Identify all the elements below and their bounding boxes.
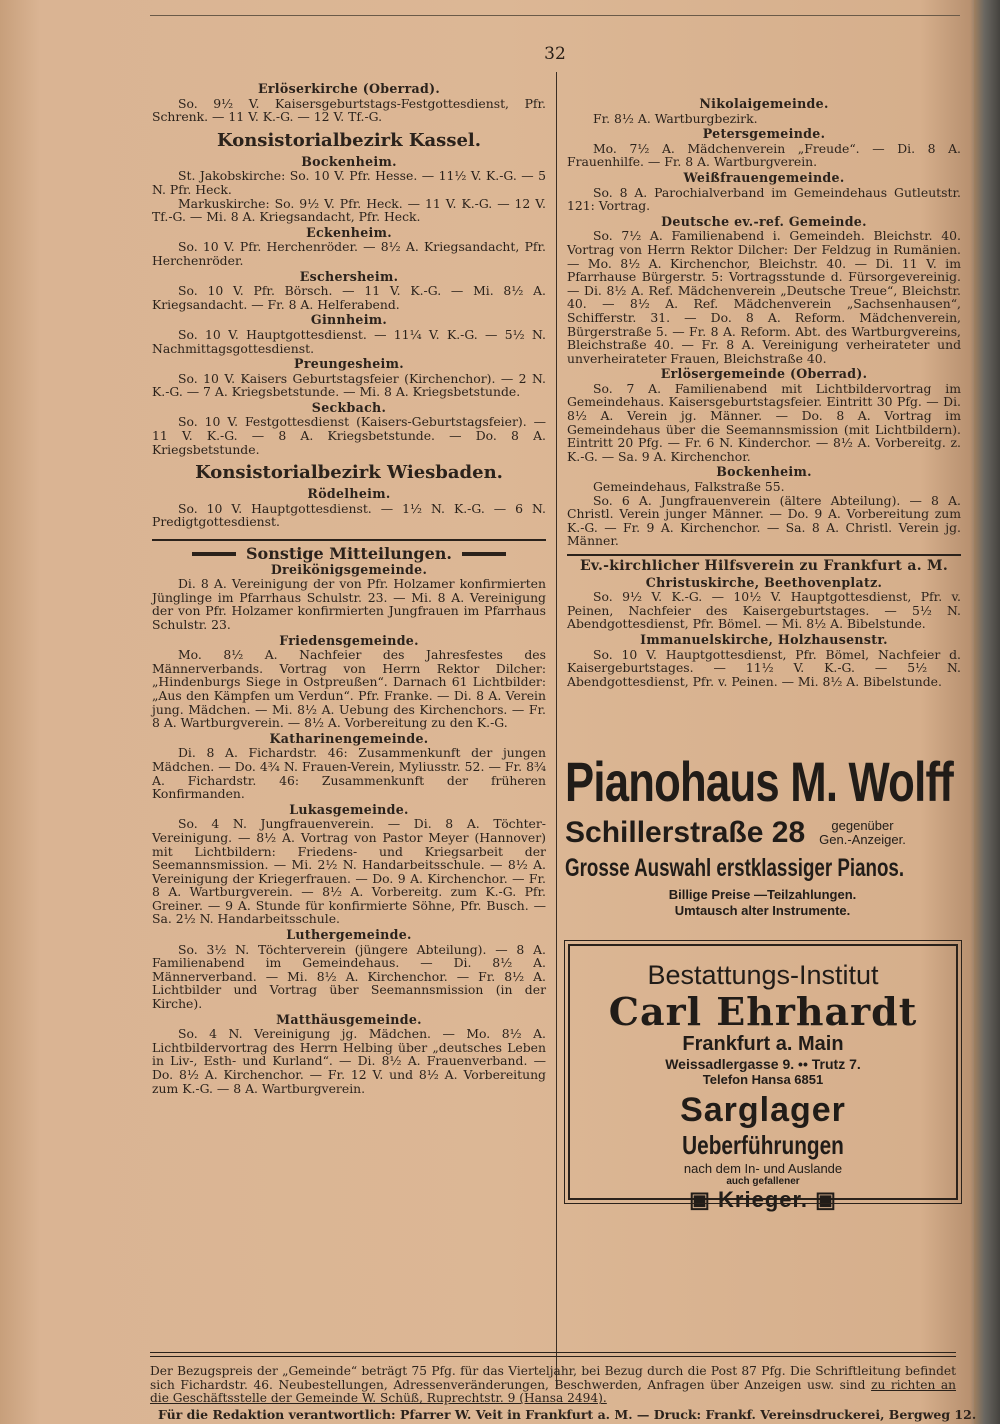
footer-text-2: zu richten an die Geschäftsstelle der Gemeinde W. Schüß, Ruprechtstr. 9 (Hansa 2494). (150, 1377, 957, 1406)
section-heading: Christuskirche, Beethovenplatz. (645, 574, 883, 590)
ad-wolff-opposite-1: gegenüber (831, 818, 894, 833)
district-heading: Konsistorialbezirk Wiesbaden. (195, 462, 503, 484)
ad-wolff-name: Pianohaus M. Wolff (565, 750, 953, 813)
section-heading: Bockenheim. (716, 464, 812, 480)
section-heading: Seckbach. (311, 399, 387, 415)
ad-ehrhardt-auch: auch gefallener (726, 1176, 800, 1187)
paragraph: Mo. 7½ A. Mädchenverein „Freude“. — Di. 8 A. Frauenhilfe. — Fr. 8 A. Wartburgverein. (567, 140, 961, 170)
ad-pianohaus-wolff (565, 752, 960, 919)
section-heading: Matthäusgemeinde. (276, 1011, 422, 1027)
paragraph: Mo. 8½ A. Nachfeier des Jahresfestes des Männerverbands. Vortrag von Herrn Rektor Dilcher: „Hindenburgs Siege in Ostpreußen“. Darnach 61 Lichtbilder: „Aus den Kämpfen um Verdun“. Pfr. Franke. — Di. 8 A. Verein jung. Mädchen. — Mi. 8½ A. Uebung des Kirchenchors. — Fr. 8 A. Wartburgverein. — 8½ A. Vorbereitung zu den K.-G. (152, 647, 546, 731)
section-heading: Lukasgemeinde. (289, 801, 409, 817)
section-heading: Eschersheim. (299, 268, 399, 284)
imprint: Für die Redaktion verantwortlich: Pfarrer W. Veit in Frankfurt a. M. — Druck: Frankf. Vereinsdruckerei, Bergweg 12. (158, 1407, 977, 1422)
paragraph: So. 4 N. Jungfrauenverein. — Di. 8 A. Töchter-Vereinigung. — 8½ A. Vortrag von Pastor Meyer (Hannover) mit Lichtbildern: Friedens- und Kriegsarbeit der Seemannsmission. — Mi. 2½ N. Handarbeitsschule. — 8½ A. Vereinigung der Kriegerfrauen. — Do. 9 A. Kirchenchor. — Fr. 8 A. Wartburgverein. — 8½ A. Vorbereitg. zum K.-G. Pfr. Greiner. — 9 A. Stunde für konfirmierte Söhne, Pfr. Busch. — Sa. 2½ N. Handarbeitsschule. (152, 816, 546, 927)
paragraph: Fr. 8½ A. Wartburgbezirk. (593, 110, 758, 126)
decor-bar-right (462, 552, 506, 556)
paragraph: Di. 8 A. Fichardstr. 46: Zusammenkunft der jungen Mädchen. — Do. 4¾ N. Frauen-Verein, Myliusstr. 52. — Fr. 8¾ A. Fichardstr. 46: Zusammenkunft der früheren Konfirmanden. (152, 745, 546, 802)
section-heading: Bockenheim. (301, 153, 397, 169)
ad-carl-ehrhardt (568, 944, 958, 1212)
section-header-sonstige (152, 539, 546, 564)
section-heading: Nikolaigemeinde. (699, 96, 829, 111)
left-column (152, 80, 546, 1095)
ad-wolff-opposite-2: Gen.-Anzeiger. (819, 832, 906, 847)
ad-wolff-address (565, 816, 960, 850)
footer-notice (150, 1356, 956, 1406)
ad-ehrhardt-city: Frankfurt a. Main (682, 1033, 844, 1055)
paragraph: So. 10 V. Festgottesdienst (Kaisers-Geburtstagsfeier). — 11 V. K.-G. — 8 A. Kriegsbetstunde. — Do. 8 A. Kriegsbetstunde. (152, 414, 546, 457)
footer-text-1: Der Bezugspreis der „Gemeinde“ beträgt 75 Pfg. für das Vierteljahr, bei Bezug durch die Post 87 Pfg. Die Schriftleitung befindet sich Fichardstr. 46. Neubestellungen, Adressenveränderungen, Beschwerden, Anfragen über Anzeigen usw. sind (150, 1364, 956, 1392)
ad-ehrhardt-sarg: Sarglager (680, 1091, 846, 1129)
ad-ehrhardt-street: Weissadlergasse 9. (665, 1056, 795, 1072)
paragraph: So. 10 V. Hauptgottesdienst. — 1½ N. K.-G. — 6 N. Predigtgottesdienst. (152, 500, 546, 530)
ad-ehrhardt-title: Bestattungs-Institut (647, 960, 879, 990)
ad-ehrhardt-ueber: Ueberführungen (682, 1130, 844, 1160)
district-heading: Konsistorialbezirk Kassel. (216, 129, 482, 151)
ad-ehrhardt-name: Carl Ehrhardt (608, 989, 918, 1034)
ad-ehrhardt-trutz: Trutz 7. (811, 1056, 861, 1072)
ad-wolff-line2: Umtausch alter Instrumente. (674, 903, 851, 918)
section-heading: Immanuelskirche, Holzhausenstr. (640, 631, 888, 647)
top-rule (150, 15, 960, 16)
section-heading: Eckenheim. (306, 224, 392, 240)
ad-wolff-opposite (819, 819, 906, 847)
paragraph: So. 8 A. Parochialverband im Gemeindehaus Gutleutstr. 121: Vortrag. (567, 184, 961, 214)
sonstige-title (152, 544, 546, 564)
section-heading: Preungesheim. (294, 356, 404, 372)
paragraph: Di. 8 A. Vereinigung der von Pfr. Holzamer konfirmierten Jünglinge im Pfarrhaus Schulstr. 23. — Mi. 8 A. Vereinigung der von Pfr. Holzamer konfirmierten Jungfrauen im Pfarrhaus Schulstr. 23. (152, 576, 546, 632)
footer-rule-1 (150, 1352, 956, 1353)
paragraph: So. 9½ V. Kaisersgeburtstags-Festgottesdienst, Pfr. Schrenk. — 11 V. K.-G. — 12 V. Tf.-G. (152, 95, 546, 125)
column-divider (556, 72, 557, 1388)
paragraph: So. 7½ A. Familienabend i. Gemeindeh. Bleichstr. 40. Vortrag von Herrn Rektor Dilcher: Der Feldzug in Rumänien. — Mo. 8½ A. Kirchenchor, Bleichstr. 40. — Di. 11 V. im Pfarrhause Bürgerstr. 5: Vortragsstunde d. Fürsorgevereinig. — Di. 8½ A. Ref. Mädchenverein „Deutsche Treue“, Bleichstr. 40. — 8½ A. Ref. Mädchenverein „Sachsenhausen“, Schifferstr. 31. — Do. 8 A. Reform. Mädchenverein, Bürgerstraße 5. — Fr. 8 A. Reform. Abt. des Wartburgvereins, Bleichstraße 40. — Fr. 8 A. Vereinigung verheirateter und unverheirateter Frauen, Bleichstraße 40. (567, 228, 961, 366)
paragraph: So. 10 V. Pfr. Herchenröder. — 8½ A. Kriegsandacht, Pfr. Herchenröder. (152, 239, 546, 268)
paragraph: So. 7 A. Familienabend mit Lichtbildervortrag im Gemeindehaus. Kaisersgeburtstagsfeier. Eintritt 30 Pfg. — Di. 8½ A. Verein jg. Männer. — Do. 8 A. Vortrag im Gemeindehaus über die Seemannsmission (mit Lichtbildern). Eintritt 20 Pfg. — Fr. 6 N. Kinderchor. — 8½ A. Vorbereitg. z. K.-G. — Sa. 9 A. Kirchenchor. (567, 380, 961, 464)
ad-ehrhardt-inaus: nach dem In- und Auslande (683, 1161, 843, 1176)
paragraph: So. 4 N. Vereinigung jg. Mädchen. — Mo. 8½ A. Lichtbildervortrag des Herrn Helbing über „deutsches Leben in Liv-, Esth- und Kurland“. — Di. 8½ A. Frauenverband. — Do. 8½ A. Kirchenchor. — Fr. 12 V. und 8½ A. Vorbereitung zum K.-G. — 8 A. Wartburgverein. (152, 1026, 546, 1096)
section-heading: Friedensgemeinde. (279, 632, 419, 648)
section-heading: Erlöserkirche (Oberrad). (257, 81, 441, 96)
section-heading: Weißfrauengemeinde. (683, 169, 845, 185)
paragraph: So. 10 V. Pfr. Börsch. — 11 V. K.-G. — Mi. 8½ A. Kriegsandacht. — Fr. 8 A. Helferabend. (152, 283, 546, 312)
hilfsverein-heading: Ev.-kirchlicher Hilfsverein zu Frankfurt a. M. (567, 554, 961, 574)
ad-wolff-street: Schillerstraße 28 (565, 816, 806, 849)
paragraph: So. 3½ N. Töchterverein (jüngere Abteilung). — 8 A. Familienabend im Gemeindehaus. — Di. 8½ A. Männerverband. — Mi. 8½ A. Kirchenchor. — Fr. 8½ A. Lichtbilder und Vortrag über Seemannsmission (in der Kirche). (152, 941, 546, 1012)
ad-wolff-line1: Billige Preise —Teilzahlungen. (668, 887, 857, 902)
section-heading: Deutsche ev.-ref. Gemeinde. (661, 213, 867, 229)
paragraph: So. 9½ V. K.-G. — 10½ V. Hauptgottesdienst, Pfr. v. Peinen, Nachfeier des Kaisergeburtstages. — 5½ N. Abendgottesdienst, Pfr. Bömel. — Mi. 8½ A. Bibelstunde. (567, 589, 961, 632)
ad-wolff-slogan: Grosse Auswahl erstklassiger Pianos. (565, 854, 905, 882)
paragraph: Markuskirche: So. 9½ V. Pfr. Heck. — 11 V. K.-G. — 12 V. Tf.-G. — Mi. 8 A. Kriegsandacht, Pfr. Heck. (152, 195, 546, 225)
paragraph: So. 10 V. Hauptgottesdienst. — 11¼ V. K.-G. — 5½ N. Nachmittagsgottesdienst. (152, 326, 546, 356)
ad-ehrhardt-phone: Telefon Hansa 6851 (702, 1072, 824, 1087)
decor-bar-left (192, 552, 236, 556)
paragraph: So. 10 V. Kaisers Geburtstagsfeier (Kirchenchor). — 2 N. K.-G. — 7 A. Kriegsbetstunde. — Mi. 8 A. Kriegsbetstunde. (152, 370, 546, 400)
ad-ehrhardt-address (570, 1056, 956, 1072)
section-heading: Katharinengemeinde. (269, 730, 429, 746)
ad-ehrhardt-sep: •• (798, 1056, 808, 1072)
book-spine (974, 0, 1000, 1424)
ad-ehrhardt-krieger: ▣ Krieger. ▣ (689, 1187, 837, 1212)
sonstige-label: Sonstige Mitteilungen. (245, 544, 452, 564)
page-number: 32 (544, 44, 566, 64)
paragraph: Gemeindehaus, Falkstraße 55. (593, 479, 785, 495)
paragraph: So. 10 V. Hauptgottesdienst, Pfr. Bömel, Nachfeier d. Kaisergeburtstages. — 11½ V. K.-G. — 5½ N. Abendgottesdienst, Pfr. v. Peinen. — Mi. 8½ A. Bibelstunde. (567, 646, 961, 689)
right-column (567, 95, 961, 688)
ad-ehrhardt-krieger-text: Krieger. (718, 1187, 808, 1212)
paragraph: So. 6 A. Jungfrauenverein (ältere Abteilung). — 8 A. Christl. Verein junger Männer. — Do. 9 A. Vorbereitung zum K.-G. — Fr. 9 A. Kirchenchor. — Sa. 8 A. Christl. Verein jg. Männer. (567, 492, 961, 549)
section-heading: Luthergemeinde. (286, 927, 412, 943)
section-heading: Ginnheim. (310, 312, 388, 328)
section-heading: Rödelheim. (307, 486, 391, 502)
section-heading: Dreikönigsgemeinde. (270, 561, 428, 577)
paragraph: St. Jakobskirche: So. 10 V. Pfr. Hesse. — 11½ V. K.-G. — 5 N. Pfr. Heck. (152, 168, 546, 197)
section-heading: Erlösergemeinde (Oberrad). (660, 366, 868, 382)
section-heading: Petersgemeinde. (702, 126, 826, 142)
